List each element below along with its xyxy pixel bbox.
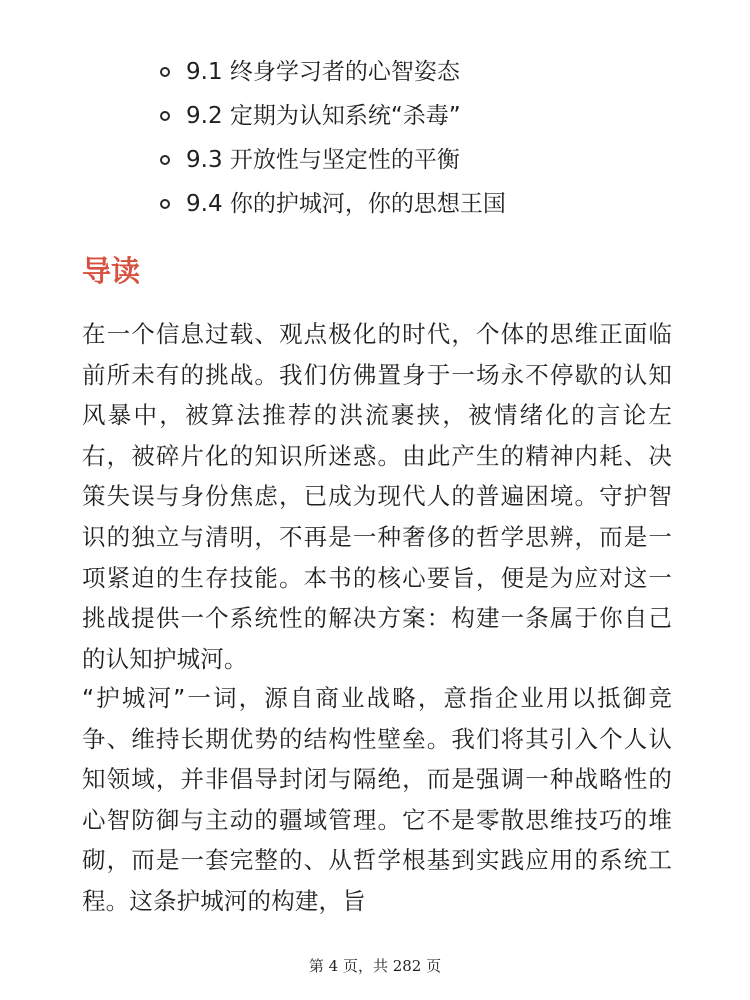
toc-item[interactable] bbox=[160, 182, 506, 226]
toc-list bbox=[160, 50, 506, 226]
toc-item-label: 9.3 开放性与坚定性的平衡 bbox=[186, 147, 460, 173]
circle-bullet-icon bbox=[160, 155, 170, 165]
toc-item-label: 9.4 你的护城河，你的思想王国 bbox=[186, 191, 506, 217]
circle-bullet-icon bbox=[160, 199, 170, 209]
toc-item[interactable] bbox=[160, 94, 506, 138]
toc-item-label: 9.2 定期为认知系统“杀毒” bbox=[186, 103, 461, 129]
toc-item[interactable] bbox=[160, 138, 506, 182]
circle-bullet-icon bbox=[160, 67, 170, 77]
body-paragraph: “护城河”一词，源自商业战略，意指企业用以抵御竞争、维持长期优势的结构性壁垒。我们将其引入个人认知领域，并非倡导封闭与隔绝，而是强调一种战略性的心智防御与主动的疆域管理。它不是零散思维技巧的堆砌，而是一套完整的、从哲学根基到实践应用的系统工程。这条护城河的构建，旨 bbox=[82, 684, 672, 915]
toc-item[interactable] bbox=[160, 50, 506, 94]
circle-bullet-icon bbox=[160, 111, 170, 121]
body-paragraph: 在一个信息过载、观点极化的时代，个体的思维正面临前所未有的挑战。我们仿佛置身于一场永不停歇的认知风暴中，被算法推荐的洪流裹挟，被情绪化的言论左右，被碎片化的知识所迷惑。由此产生的精神内耗、决策失误与身份焦虑，已成为现代人的普遍困境。守护智识的独立与清明，不再是一种奢侈的哲学思辨，而是一项紧迫的生存技能。本书的核心要旨，便是为应对这一挑战提供一个系统性的解决方案：构建一条属于你自己的认知护城河。 bbox=[82, 320, 672, 673]
toc-item-label: 9.1 终身学习者的心智姿态 bbox=[186, 59, 460, 85]
section-heading: 导读 bbox=[82, 254, 141, 288]
page-number-footer: 第 4 页，共 282 页 bbox=[308, 957, 442, 975]
